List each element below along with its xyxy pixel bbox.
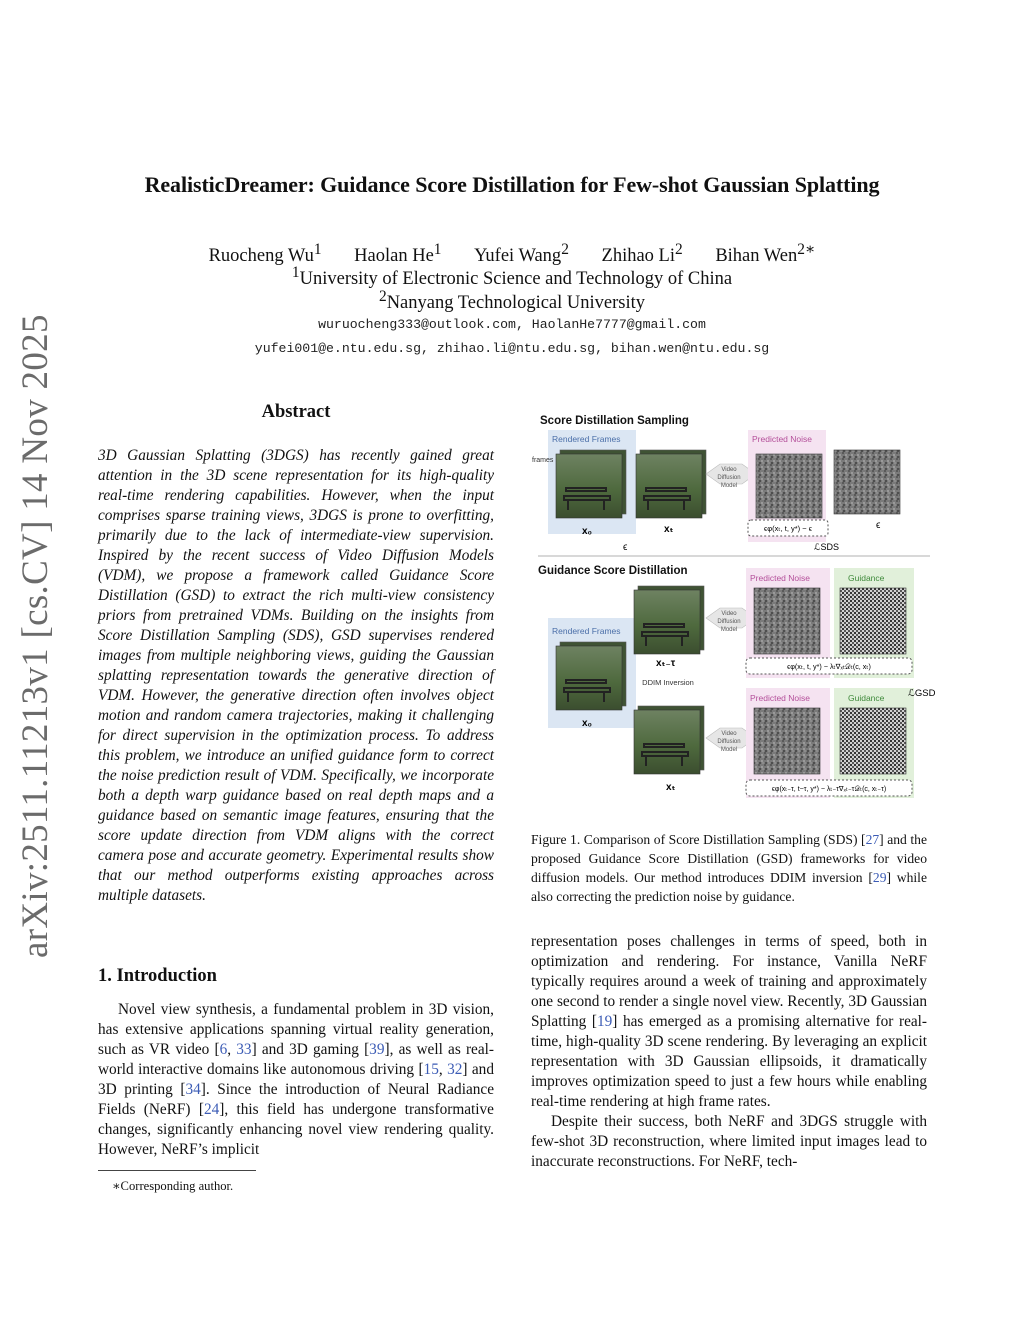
author: Yufei Wang$^2$ [474,241,569,267]
svg-text:Video: Video [721,731,737,737]
gsd-formula-1: ϵφ(xₜ, t, y*) − λₜ∇ₓₜ𝒟ₜ(c, xₜ) [787,662,871,671]
frames-label: frames [532,457,554,464]
affiliation-2: $^2$Nanyang Technological University [378,288,646,314]
epsilon-label: ϵ [623,542,628,553]
emails-line-2: yufei001@e.ntu.edu.sg, zhihao.li@ntu.edu.sg, bihan.wen@ntu.edu.sg [254,341,770,356]
sds-formula: ϵφ(xₜ, t, y*) − ϵ [763,524,813,533]
ddim-label: DDIM Inversion [642,678,694,687]
right-column-text [531,932,927,1172]
citation-link[interactable]: 24 [203,1101,220,1118]
rendered-frames-label: Rendered Frames [552,434,621,444]
svg-text:Model: Model [720,747,738,753]
loss-sds: ℒSDS [814,542,839,552]
figure-1 [530,404,940,808]
abstract-text: 3D Gaussian Splatting (3DGS) has recently gained great attention in the 3D scene representation for its high-quality real-time rendering capabilities. However, when the input comprises sparse training views, 3DGS is prone to overfitting, primarily due to the lack of intermediate-view supervision. Inspired by the recent success of Video Diffusion Models (VDM), we propose a framework called Guidance Score Distillation (GSD) to extract the rich multi-view consistency priors from pretrained VDMs. Building on the insights from Score Distillation Sampling (SDS), GSD supervises rendered images from multiple neighboring views, guiding the Gaussian splatting representation towards the generative direction of VDM. However, the generative direction often involves object motion and random camera trajectories, making it challenging for direct supervision in the optimization process. To address this problem, we introduce an unified guidance form to correct the noise prediction result of VDM. Specifically, we incorporate both a depth warp guidance based on real depth maps and a guidance based on semantic image features, ensuring that the score update direction from VDM aligns with the correct camera pose and accurate geometry. Experimental results show that our method outperforms existing approaches across multiple datasets. [98,447,494,904]
gsd-x0: x₀ [582,718,593,729]
author: Ruocheng Wu$^1$ [208,241,322,267]
citation-link[interactable]: 32 [447,1061,463,1078]
author: Haolan He$^1$ [354,241,442,267]
paper-title: RealisticDreamer: Guidance Score Distillation for Few-shot Gaussian Splatting [144,172,880,197]
svg-text:Diffusion: Diffusion [717,475,741,481]
gsd-frame-x0 [556,642,626,710]
predicted-noise-label: Predicted Noise [752,434,813,444]
figure-caption: Figure 1. Comparison of Score Distillation Sampling (SDS) [27] and the proposed Guidance Score Distillation (GSD) frameworks for video diffusion models. Our method introduces DDIM inversion [29] while also correcting the prediction noise by guidance. [531,832,928,904]
citation-link[interactable]: 39 [369,1041,385,1058]
intro-paragraph-left: Novel view synthesis, a fundamental problem in 3D vision, has extensive applications spanning virtual reality generation, such as VR video [6, 33] and 3D gaming [39], as well as real-world interactive domains like autonomous driving [15, 32] and 3D printing [34]. Since the introduction of Neural Radiance Fields (NeRF) [24], this field has undergone transformative changes, significantly enhancing novel view rendering quality. However, NeRF’s implicit [98,1001,494,1158]
citation-link[interactable]: 33 [236,1041,252,1058]
intro-heading: 1. Introduction [98,966,217,986]
gsd-rendered-label: Rendered Frames [552,626,621,636]
xt-label: xₜ [664,524,674,535]
citation-link[interactable]: 27 [865,832,880,847]
arxiv-stamp: arXiv:2511.11213v1 [cs.CV] 14 Nov 2025 [15,314,56,958]
intro-paragraph-right: representation poses challenges in terms of speed, both in optimization and rendering. For instance, Vanilla NeRF typically requires around a week of training and approximately one second to render a single novel view. Recently, 3D Gaussian Splatting [19] has emerged as a promising alternative for real-time, high-quality 3D scene rendering. By leveraging an explicit representation with 3D Gaussian ellipsoids, it dramatically improves optimization speed to just a few hours while enabling real-time rendering at high frame rates. [531,933,927,1110]
author: Zhihao Li$^2$ [601,241,683,267]
svg-text:Video: Video [721,467,737,473]
xt-tau-label: xₜ₋τ [656,658,676,669]
citation-link[interactable]: 6 [219,1041,228,1058]
frame-stack-xt [636,450,706,518]
loss-gsd: ℒGSD [908,688,936,699]
footnote-rule [98,1170,256,1171]
guidance-label-2: Guidance [848,693,885,703]
svg-text:Diffusion: Diffusion [717,619,741,625]
gsd-noise-label-1: Predicted Noise [750,573,811,583]
citation-link[interactable]: 34 [185,1081,201,1098]
noise-target [834,450,900,514]
citation-link[interactable]: 19 [596,1013,613,1030]
guidance-label-1: Guidance [848,573,885,583]
gsd-xt: xₜ [666,782,676,793]
abstract-heading: Abstract [261,402,331,422]
svg-text:Diffusion: Diffusion [717,739,741,745]
svg-text:Model: Model [720,483,738,489]
footnote: ∗Corresponding author. [112,1179,234,1193]
svg-text:Model: Model [720,627,738,633]
author: Bihan Wen$^{2∗}$ [715,241,816,267]
gsd-frame-xt-tau [634,586,704,654]
sds-title: Score Distillation Sampling [540,415,689,427]
noise-image [756,454,822,518]
citation-link[interactable]: 29 [872,870,887,885]
gsd-noise-label-2: Predicted Noise [750,693,811,703]
citation-link[interactable]: 15 [423,1061,439,1078]
x0-label: x₀ [582,526,593,537]
gsd-frame-xt [634,706,704,774]
emails-line-1: wuruocheng333@outlook.com, HaolanHe7777@gmail.com [318,317,706,332]
affiliation-1: $^1$University of Electronic Science and Technology of China [291,264,733,290]
intro-paragraph-2: Despite their success, both NeRF and 3DGS struggle with few-shot 3D reconstruction, where limited input images lead to inaccurate reconstructions. For NeRF, tech- [531,1113,927,1170]
epsilon-target: ϵ [876,520,881,531]
gsd-formula-2: ϵφ(xₜ₋τ, t−τ, y*) − λₜ₋τ∇ₓₜ₋τ𝒟ₜ(c, xₜ₋τ) [771,786,887,793]
gsd-title: Guidance Score Distillation [538,565,688,577]
svg-text:Video: Video [721,611,737,617]
frame-stack-x0 [556,450,626,518]
